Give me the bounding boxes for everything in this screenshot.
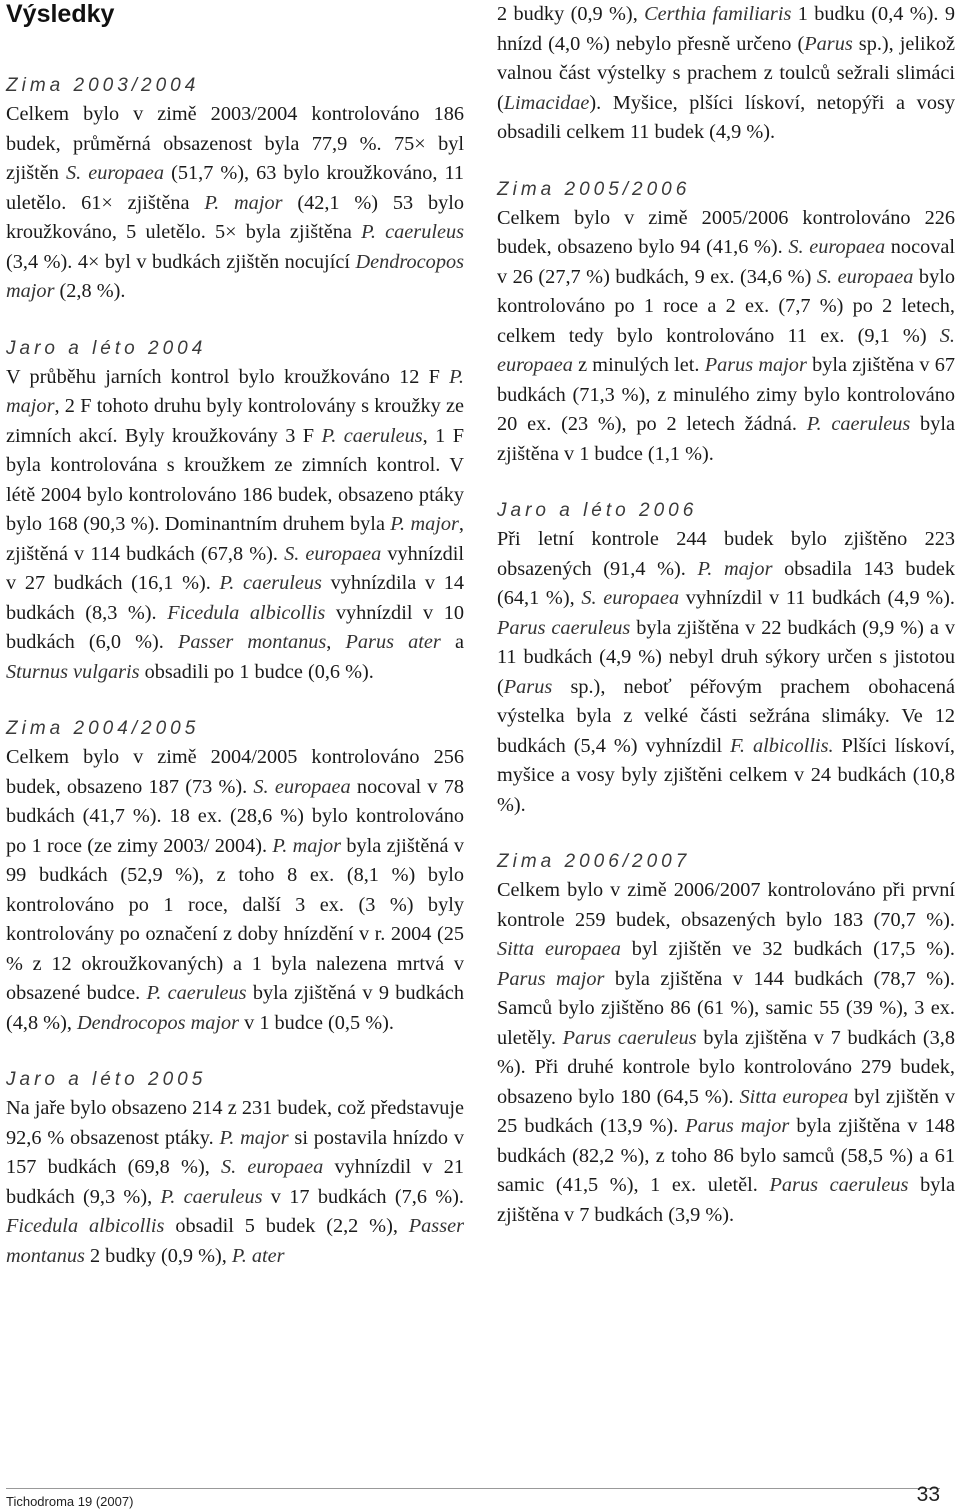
- text-run: nocoval v 26 (27,7 %) budkách, 9 ex. (34,6 %): [497, 236, 955, 288]
- species-name: S. europaea: [284, 542, 382, 565]
- text-run: byla zjištěna v 67 budkách (71,3 %), z minulého zimy bylo kontrolováno 20 ex. (23 %), po 2 letech žádná.: [497, 354, 956, 435]
- section-text-spring-summer-2005-continued: [497, 0, 955, 148]
- section-heading-spring-summer-2004: Jaro a léto 2004: [6, 337, 207, 359]
- section-text-winter-2006-2007: [497, 876, 955, 1230]
- text-run: byla zjištěná v 9 budkách (4,8 %),: [6, 982, 465, 1034]
- text-run: byl zjištěn v 25 budkách (13,9 %).: [497, 1085, 955, 1137]
- species-name: Parus major: [497, 967, 605, 990]
- section-text-spring-summer-2006: [497, 525, 955, 820]
- species-name: S. europaea: [788, 236, 886, 258]
- species-name: S. europaea: [253, 775, 351, 798]
- text-run: v 17 budkách (7,6 %).: [262, 1185, 464, 1208]
- species-name: P. caeruleus: [146, 982, 247, 1004]
- section-text-winter-2004-2005: [6, 743, 464, 1038]
- text-run: obsadili po 1 budce (0,6 %).: [139, 660, 374, 683]
- species-name: F. albicollis.: [730, 734, 834, 757]
- page-footer: [6, 1483, 940, 1512]
- species-name: Parus major: [704, 354, 807, 376]
- text-run: byla zjištěna v 22 budkách (9,9 %) a v 11 budkách (4,9 %) nebyl druh sýkory určen s jistotou (: [497, 616, 955, 698]
- text-run: vyhnízdila v 14 budkách (8,3 %).: [6, 572, 465, 624]
- species-name: Parus ater: [345, 631, 441, 653]
- text-run: Celkem bylo v zimě 2004/2005 kontrolováno 256 budek, obsazeno 187 (73 %).: [6, 746, 464, 798]
- section-heading-winter-2006-2007: Zima 2006/2007: [497, 851, 691, 872]
- species-name: Limacidae: [503, 91, 590, 114]
- section-heading-winter-2005-2006: Zima 2005/2006: [497, 178, 691, 200]
- species-name: S. europaea: [581, 587, 680, 609]
- species-name: P. major: [6, 365, 464, 417]
- text-run: si postavila hnízdo v 157 budkách (69,8 %),: [6, 1126, 464, 1178]
- text-run: 2 budky (0,9 %),: [84, 1244, 232, 1267]
- text-run: Celkem bylo v zimě 2005/2006 kontrolováno 226 budek, obsazeno bylo 94 (41,6 %).: [497, 206, 955, 258]
- section-heading-winter-2004-2005: Zima 2004/2005: [6, 718, 200, 739]
- species-name: S. europaea: [221, 1156, 324, 1178]
- species-name: Parus caeruleus: [497, 616, 631, 639]
- text-run: v 1 budce (0,5 %).: [239, 1011, 394, 1034]
- text-run: Celkem bylo v zimě 2006/2007 kontrolováno při první kontrole 259 budek, obsazených bylo 183 (70,7 %).: [497, 879, 955, 931]
- right-column: [497, 0, 955, 1230]
- text-run: Při letní kontrole 244 budek bylo zjištěno 223 obsazených (91,4 %).: [497, 528, 955, 580]
- journal-citation: Tichodroma 19 (2007): [6, 1494, 134, 1509]
- species-name: P. caeruleus: [806, 413, 911, 435]
- species-name: Ficedula albicollis: [167, 601, 326, 624]
- species-name: Sturnus vulgaris: [6, 660, 140, 683]
- species-name: Sitta europea: [739, 1085, 849, 1108]
- section-text-winter-2005-2006: [497, 204, 955, 470]
- text-run: (42,1 %) 53 bylo kroužkováno, 5 uletělo. 5× byla zjištěna: [6, 191, 464, 243]
- species-name: P. ater: [231, 1244, 285, 1267]
- species-name: P. caeruleus: [160, 1185, 263, 1208]
- text-run: bylo kontrolováno po 1 roce a 2 ex. (7,7 %) po 2 letech, celkem tedy bylo kontrolováno 11 ex. (9,1 %): [497, 265, 955, 347]
- text-run: a: [440, 631, 464, 653]
- text-run: byla zjištěna v 7 budkách (3,9 %).: [497, 1174, 955, 1226]
- text-run: Na jaře bylo obsazeno 214 z 231 budek, což představuje 92,6 % obsazenost ptáky.: [6, 1097, 464, 1149]
- section-heading-winter-2003-2004: Zima 2003/2004: [6, 75, 200, 96]
- species-name: P. major: [219, 1126, 289, 1149]
- text-run: (3,4 %). 4× byl v budkách zjištěn nocující: [6, 250, 356, 273]
- text-run: ,: [326, 631, 346, 653]
- text-run: byla zjištěna v 148 budkách (82,2 %), z toho 86 bylo samců (58,5 %) a 61 samic (41,5 %), 1 ex. uletěl.: [497, 1115, 955, 1196]
- text-run: , 1 F byla kontrolována s kroužkem ze zimních kontrol. V létě 2004 bylo kontrolováno 186 budek, obsazeno ptáky bylo 168 (90,3 %). Dominantním druhem byla: [6, 424, 464, 535]
- text-run: (2,8 %).: [54, 280, 126, 302]
- text-run: byla zjištěna v 1 budce (1,1 %).: [497, 413, 955, 465]
- species-name: Certhia familiaris: [644, 3, 792, 25]
- species-name: S. europaea: [65, 162, 165, 184]
- text-run: 2 budky (0,9 %),: [497, 3, 645, 25]
- text-run: vyhnízdil v 27 budkách (16,1 %).: [6, 542, 464, 594]
- text-run: vyhnízdil v 21 budkách (9,3 %),: [6, 1156, 465, 1208]
- species-name: P. major: [697, 557, 773, 580]
- species-name: P. major: [272, 834, 342, 857]
- text-run: , 2 F tohoto druhu byly kontrolovány s kroužky ze zimních akcí. Byly kroužkovány 3 F: [6, 395, 464, 447]
- species-name: Dendrocopos major: [76, 1011, 240, 1034]
- section-heading-spring-summer-2006: Jaro a léto 2006: [497, 500, 698, 521]
- section-text-spring-summer-2004: [6, 363, 464, 688]
- text-run: vyhnízdil v 10 budkách (6,0 %).: [6, 601, 464, 653]
- text-run: sp.), jelikož valnou část výstelky s prachem z toulců sežrali slimáci (: [497, 32, 955, 114]
- species-name: Ficedula albicollis: [6, 1215, 165, 1237]
- species-name: P. major: [390, 513, 459, 535]
- species-name: S. europaea: [497, 324, 955, 376]
- species-name: Parus caeruleus: [769, 1174, 909, 1196]
- text-run: V průběhu jarních kontrol bylo kroužkováno 12 F: [6, 365, 450, 388]
- text-run: z minulých let.: [572, 354, 705, 376]
- section-heading-spring-summer-2005: Jaro a léto 2005: [6, 1069, 207, 1090]
- species-name: Passer montanus: [178, 631, 327, 653]
- page-number: 33: [916, 1483, 940, 1506]
- text-run: vyhnízdil v 11 budkách (4,9 %).: [679, 587, 956, 609]
- species-name: Dendrocopos major: [6, 250, 464, 302]
- species-name: Sitta europaea: [497, 938, 621, 960]
- text-run: obsadil 5 budek (2,2 %),: [164, 1215, 409, 1237]
- text-run: obsadila 143 budek (64,1 %),: [497, 557, 955, 609]
- text-run: byla zjištěna v 144 budkách (78,7 %). Samců bylo zjištěno 86 (61 %), samic 55 (39 %), 3 ex. uletěly.: [497, 967, 956, 1049]
- species-name: S. europaea: [816, 265, 914, 288]
- text-run: byla zjištěna v 7 budkách (3,8 %). Při druhé kontrole bylo kontrolováno 279 budek, obsazeno bylo 180 (64,5 %).: [497, 1026, 955, 1108]
- species-name: Parus: [503, 675, 553, 698]
- text-run: Celkem bylo v zimě 2003/2004 kontrolováno 186 budek, průměrná obsazenost byla 77,9 %. 75× byl zjištěn: [6, 103, 464, 184]
- species-name: Parus major: [685, 1115, 790, 1137]
- text-run: nocoval v 78 budkách (41,7 %). 18 ex. (28,6 %) bylo kontrolováno po 1 roce (ze zimy 2003/ 2004).: [6, 775, 465, 857]
- species-name: P. major: [204, 191, 283, 214]
- text-run: byla zjištěná v 99 budkách (52,9 %), z toho 8 ex. (8,1 %) bylo kontrolováno po 1 roce, další 3 ex. (3 %) byly kontrolovány po označení z doby hnízdění v r. 2004 (25 % z 12 okroužkovaných) a 1 byla nalezena mrtvá v obsazené budce.: [6, 834, 464, 1004]
- text-run: sp.), neboť péřovým prachem obohacená výstelka byla z velké části sežrána slimáky. Ve 12 budkách (5,4 %) vyhnízdil: [497, 675, 955, 757]
- page-title: Výsledky: [6, 0, 115, 28]
- species-name: P. caeruleus: [219, 572, 322, 594]
- species-name: Passer montanus: [6, 1215, 464, 1267]
- section-text-spring-summer-2005: [6, 1094, 464, 1271]
- text-run: byl zjištěn ve 32 budkách (17,5 %).: [620, 938, 955, 960]
- species-name: P. caeruleus: [361, 221, 464, 243]
- text-run: 1 budku (0,4 %). 9 hnízd (4,0 %) nebylo přesně určeno (: [497, 3, 955, 55]
- text-run: ). Myšice, plšíci lískoví, netopýři a vosy obsadili celkem 11 budek (4,9 %).: [497, 91, 955, 143]
- species-name: Parus: [804, 32, 853, 55]
- species-name: P. caeruleus: [321, 424, 423, 447]
- text-run: , zjištěná v 114 budkách (67,8 %).: [6, 513, 464, 565]
- text-run: (51,7 %), 63 bylo kroužkováno, 11 uletělo. 61× zjištěna: [6, 162, 464, 214]
- left-column: [6, 0, 464, 1271]
- text-run: Plšíci lískoví, myšice a vosy byly zjištěni celkem v 24 budkách (10,8 %).: [497, 734, 955, 816]
- section-text-winter-2003-2004: [6, 100, 464, 307]
- species-name: Parus caeruleus: [562, 1026, 697, 1049]
